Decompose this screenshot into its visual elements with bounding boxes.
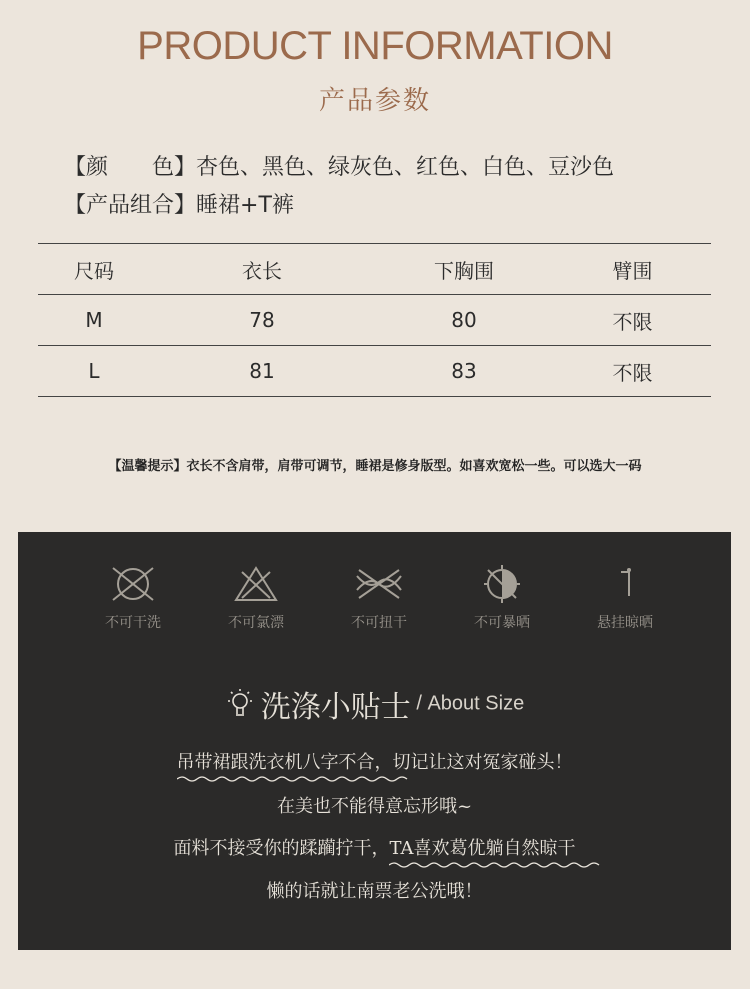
care-tip-line: 面料不接受你的蹂躏拧干，TA喜欢葛优躺自然晾干	[18, 834, 731, 860]
spec-color-row	[64, 150, 614, 181]
lightbulb-icon	[225, 688, 255, 720]
care-tips-title-cn: 洗涤小贴士	[260, 690, 411, 725]
care-label: 不可氯漂	[228, 615, 284, 631]
care-label: 悬挂晾晒	[597, 615, 653, 631]
page-title: PRODUCT INFORMATION	[137, 24, 613, 68]
spec-combo-row	[64, 188, 294, 219]
care-item	[447, 564, 557, 632]
wavy-underline	[177, 775, 409, 783]
wavy-underline-text: 吊带裙跟洗衣机八字不合，	[177, 748, 393, 774]
column-header: 下胸围	[434, 258, 494, 283]
no-wring-icon	[351, 564, 407, 604]
table-row	[38, 346, 711, 397]
table-cell: 81	[249, 359, 275, 383]
column-header: 衣长	[242, 258, 282, 283]
care-label: 不可扭干	[351, 615, 407, 631]
size-table	[38, 243, 711, 397]
size-tip: 【温馨提示】衣长不含肩带，肩带可调节，睡裙是修身版型。如喜欢宽松一些。可以选大一码	[108, 459, 642, 474]
table-row	[38, 295, 711, 346]
table-cell: 78	[249, 308, 275, 332]
column-header: 尺码	[74, 258, 114, 283]
spec-combo-value: 睡裙+T裤	[196, 193, 294, 218]
page-subtitle: 产品参数	[318, 86, 431, 116]
table-cell: M	[85, 308, 103, 332]
table-cell: 不限	[612, 309, 653, 334]
column-header: 臂围	[612, 258, 653, 283]
care-tip-line: 懒的话就让南票老公洗哦！	[266, 881, 483, 902]
table-header-row	[38, 244, 711, 295]
wavy-underline	[389, 861, 601, 869]
care-item	[201, 564, 311, 632]
care-item	[570, 564, 680, 632]
no-dry-clean-icon	[107, 564, 159, 604]
hang-dry-icon	[599, 564, 651, 604]
table-cell: L	[88, 359, 100, 383]
no-bleach-icon	[230, 564, 282, 604]
care-label: 不可干洗	[105, 615, 161, 631]
care-tips-title	[18, 682, 731, 726]
care-item	[78, 564, 188, 632]
care-item	[324, 564, 434, 632]
care-tip-line: 吊带裙跟洗衣机八字不合， 切记让这对冤家碰头！	[18, 748, 731, 774]
table-cell: 不限	[612, 360, 653, 385]
wavy-underline-text: TA喜欢葛优躺自然晾干	[389, 834, 575, 860]
table-cell: 83	[451, 359, 477, 383]
spec-color-value: 杏色、黑色、绿灰色、红色、白色、豆沙色	[196, 155, 615, 180]
care-tips-title-en: / About Size	[410, 692, 525, 715]
spec-combo-label: 【产品组合】	[64, 193, 197, 218]
spec-color-label: 【颜 色】	[64, 155, 197, 180]
table-cell: 80	[451, 308, 477, 332]
care-panel	[18, 532, 731, 950]
care-tip-line: 在美也不能得意忘形哦~	[276, 796, 473, 817]
no-sun-icon	[476, 564, 528, 604]
care-label: 不可暴晒	[474, 615, 530, 631]
